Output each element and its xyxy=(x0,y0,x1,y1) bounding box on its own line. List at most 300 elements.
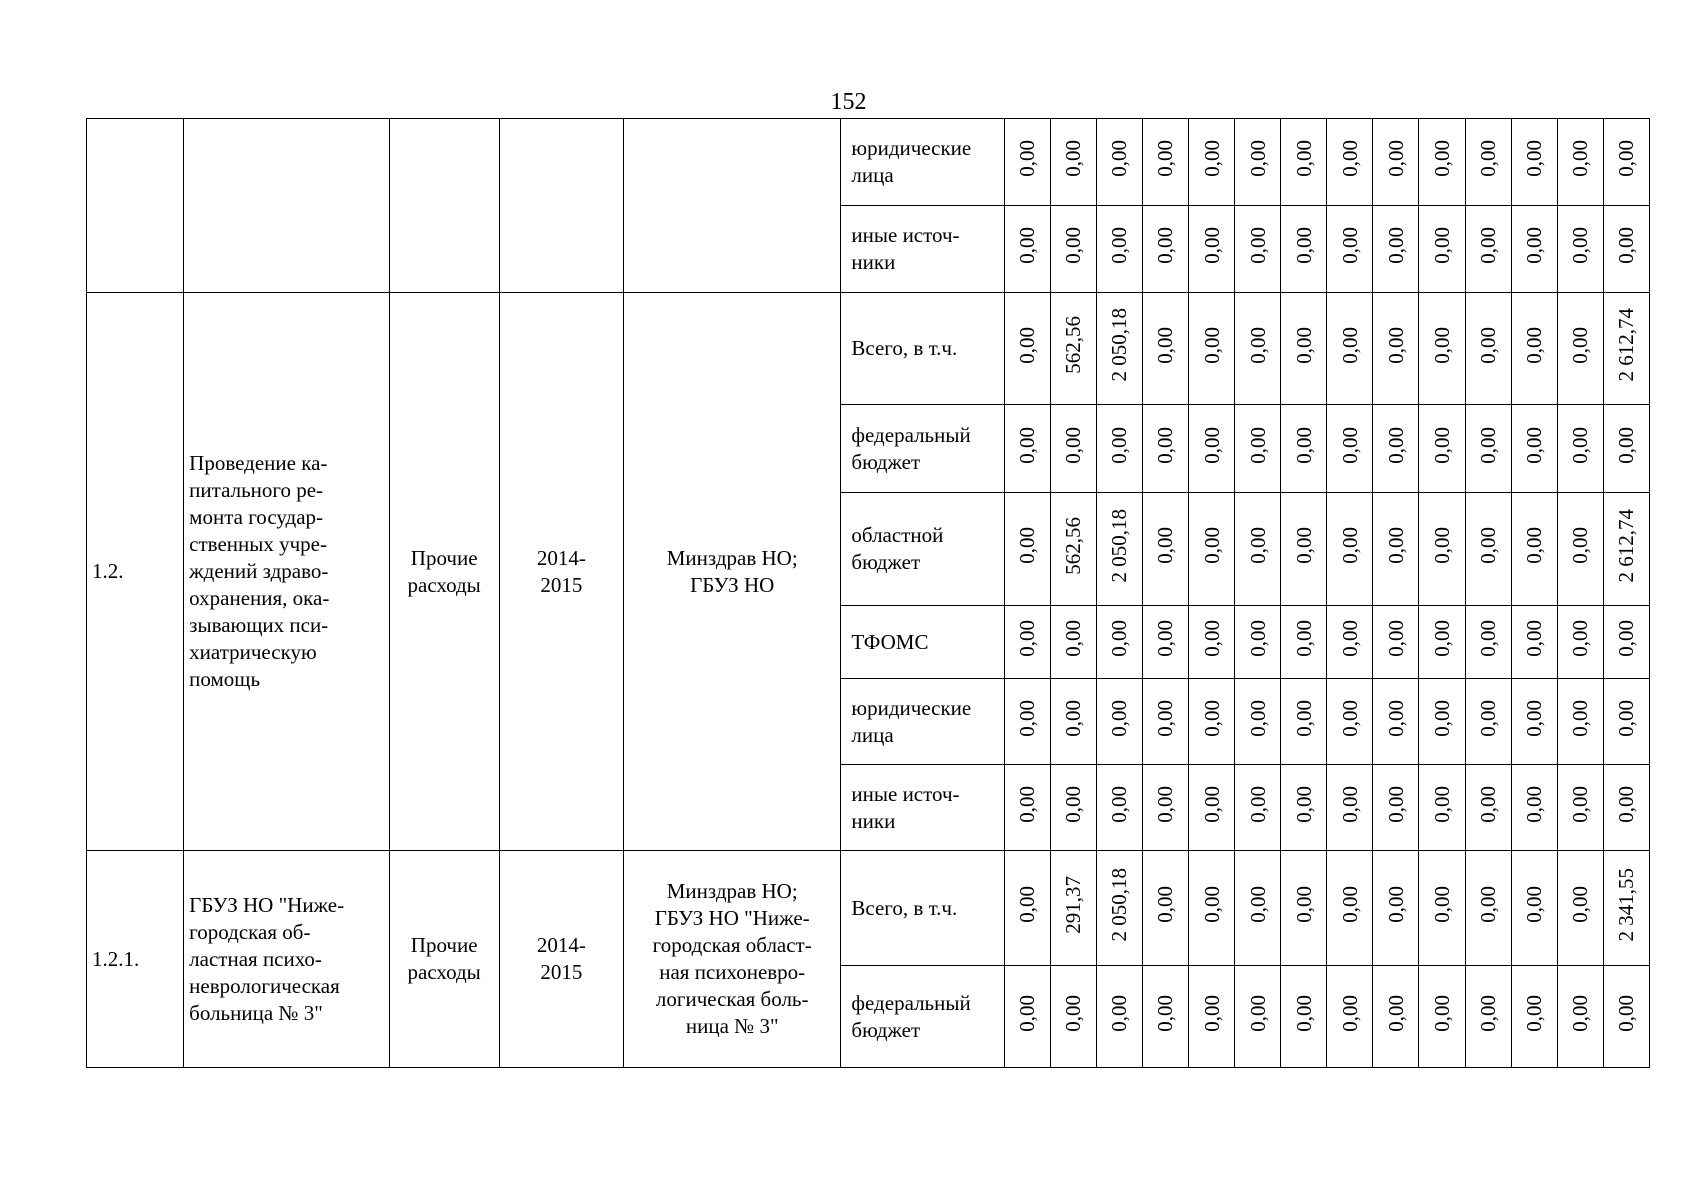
value-text: 0,00 xyxy=(1429,326,1454,364)
value-text: 0,00 xyxy=(1429,886,1454,923)
value-text: 0,00 xyxy=(1383,426,1408,464)
cell-value xyxy=(1189,293,1235,405)
value-text: 0,00 xyxy=(1245,994,1270,1032)
cell-value xyxy=(1603,119,1649,206)
cell-executor xyxy=(624,119,841,293)
value-text: 0,00 xyxy=(1245,426,1270,464)
value-text: 0,00 xyxy=(1476,140,1501,177)
value-text: 0,00 xyxy=(1337,426,1362,464)
value-text: 0,00 xyxy=(1199,227,1224,264)
cell-value xyxy=(1603,293,1649,405)
value-text: 0,00 xyxy=(1337,785,1362,823)
cell-value xyxy=(1465,679,1511,765)
cell-source: иные источ- ники xyxy=(841,765,1004,851)
value-text: 0,00 xyxy=(1383,227,1408,264)
value-text: 0,00 xyxy=(1153,326,1178,364)
cell-value xyxy=(1050,119,1096,206)
cell-value xyxy=(1050,765,1096,851)
value-text: 2 050,18 xyxy=(1107,867,1132,942)
cell-value xyxy=(1603,493,1649,606)
value-text: 0,00 xyxy=(1568,227,1593,264)
value-text: 562,56 xyxy=(1061,516,1086,575)
cell-value xyxy=(1327,405,1373,493)
value-text: 0,00 xyxy=(1291,426,1316,464)
cell-value xyxy=(1419,966,1465,1068)
value-text: 0,00 xyxy=(1291,785,1316,823)
value-text: 0,00 xyxy=(1107,426,1132,464)
value-text: 0,00 xyxy=(1199,994,1224,1032)
value-text: 0,00 xyxy=(1476,699,1501,737)
value-text: 0,00 xyxy=(1291,994,1316,1032)
value-text: 0,00 xyxy=(1429,426,1454,464)
cell-value xyxy=(1419,851,1465,966)
cell-value xyxy=(1096,851,1142,966)
cell-source: Всего, в т.ч. xyxy=(841,293,1004,405)
cell-value xyxy=(1373,405,1419,493)
value-text: 0,00 xyxy=(1061,699,1086,737)
value-text: 0,00 xyxy=(1476,994,1501,1032)
value-text: 0,00 xyxy=(1476,620,1501,657)
value-text: 0,00 xyxy=(1061,140,1086,177)
cell-value xyxy=(1004,679,1050,765)
value-text: 0,00 xyxy=(1291,140,1316,177)
value-text: 2 050,18 xyxy=(1107,308,1132,382)
value-text: 0,00 xyxy=(1015,886,1040,923)
cell-value xyxy=(1511,765,1557,851)
value-text: 0,00 xyxy=(1107,699,1132,737)
cell-value xyxy=(1096,606,1142,679)
value-text: 0,00 xyxy=(1337,699,1362,737)
cell-value xyxy=(1096,765,1142,851)
cell-value xyxy=(1419,493,1465,606)
value-text: 0,00 xyxy=(1383,886,1408,923)
value-text: 0,00 xyxy=(1337,140,1362,177)
cell-value xyxy=(1511,206,1557,293)
value-text: 0,00 xyxy=(1614,785,1639,823)
cell-name xyxy=(184,119,389,293)
value-text: 0,00 xyxy=(1153,886,1178,923)
cell-value xyxy=(1050,966,1096,1068)
cell-number xyxy=(87,119,184,293)
cell-period xyxy=(499,119,623,293)
value-text: 0,00 xyxy=(1614,699,1639,737)
budget-table xyxy=(86,118,1650,1068)
cell-value xyxy=(1004,119,1050,206)
cell-value xyxy=(1235,493,1281,606)
value-text: 0,00 xyxy=(1337,994,1362,1032)
value-text: 0,00 xyxy=(1522,140,1547,177)
cell-value xyxy=(1557,119,1603,206)
value-text: 291,37 xyxy=(1061,875,1086,934)
cell-value xyxy=(1096,679,1142,765)
value-text: 0,00 xyxy=(1337,227,1362,264)
value-text: 0,00 xyxy=(1383,620,1408,657)
cell-value xyxy=(1050,679,1096,765)
value-text: 0,00 xyxy=(1522,785,1547,823)
value-text: 0,00 xyxy=(1061,785,1086,823)
cell-value xyxy=(1281,851,1327,966)
value-text: 0,00 xyxy=(1568,785,1593,823)
cell-value xyxy=(1281,405,1327,493)
value-text: 0,00 xyxy=(1476,785,1501,823)
cell-value xyxy=(1189,606,1235,679)
value-text: 0,00 xyxy=(1291,527,1316,564)
cell-value xyxy=(1511,493,1557,606)
value-text: 0,00 xyxy=(1199,326,1224,364)
page-number: 152 xyxy=(830,89,867,115)
cell-value xyxy=(1004,966,1050,1068)
cell-value xyxy=(1557,966,1603,1068)
cell-period: 2014- 2015 xyxy=(499,851,623,1068)
cell-value xyxy=(1189,493,1235,606)
value-text: 0,00 xyxy=(1383,140,1408,177)
cell-value xyxy=(1004,493,1050,606)
cell-value xyxy=(1235,765,1281,851)
cell-value xyxy=(1142,606,1188,679)
cell-value xyxy=(1142,293,1188,405)
cell-value xyxy=(1511,119,1557,206)
cell-period: 2014- 2015 xyxy=(499,293,623,851)
value-text: 0,00 xyxy=(1153,785,1178,823)
value-text: 0,00 xyxy=(1429,527,1454,564)
cell-value xyxy=(1511,966,1557,1068)
value-text: 0,00 xyxy=(1476,527,1501,564)
value-text: 0,00 xyxy=(1015,426,1040,464)
cell-value xyxy=(1235,606,1281,679)
cell-value xyxy=(1603,851,1649,966)
cell-value xyxy=(1004,206,1050,293)
value-text: 0,00 xyxy=(1107,994,1132,1032)
cell-value xyxy=(1373,293,1419,405)
value-text: 0,00 xyxy=(1383,699,1408,737)
value-text: 0,00 xyxy=(1568,527,1593,564)
value-text: 0,00 xyxy=(1522,699,1547,737)
cell-source: федеральный бюджет xyxy=(841,966,1004,1068)
value-text: 0,00 xyxy=(1199,785,1224,823)
value-text: 0,00 xyxy=(1291,699,1316,737)
cell-value xyxy=(1189,851,1235,966)
cell-value xyxy=(1142,679,1188,765)
cell-value xyxy=(1465,765,1511,851)
value-text: 0,00 xyxy=(1383,326,1408,364)
cell-value xyxy=(1004,405,1050,493)
table-row xyxy=(87,851,1650,966)
cell-value xyxy=(1281,293,1327,405)
value-text: 2 050,18 xyxy=(1107,508,1132,583)
cell-source: федеральный бюджет xyxy=(841,405,1004,493)
cell-value xyxy=(1557,493,1603,606)
value-text: 0,00 xyxy=(1015,785,1040,823)
value-text: 0,00 xyxy=(1522,994,1547,1032)
cell-value xyxy=(1189,966,1235,1068)
cell-value xyxy=(1373,966,1419,1068)
value-text: 0,00 xyxy=(1522,227,1547,264)
cell-value xyxy=(1511,851,1557,966)
cell-value xyxy=(1465,206,1511,293)
value-text: 0,00 xyxy=(1429,785,1454,823)
value-text: 0,00 xyxy=(1429,699,1454,737)
cell-value xyxy=(1511,293,1557,405)
cell-value xyxy=(1419,119,1465,206)
cell-value xyxy=(1142,206,1188,293)
cell-value xyxy=(1327,206,1373,293)
value-text: 2 612,74 xyxy=(1614,508,1639,583)
cell-value xyxy=(1465,119,1511,206)
value-text: 0,00 xyxy=(1291,326,1316,364)
cell-value xyxy=(1419,293,1465,405)
value-text: 0,00 xyxy=(1476,886,1501,923)
value-text: 0,00 xyxy=(1107,227,1132,264)
cell-value xyxy=(1142,493,1188,606)
cell-value xyxy=(1419,206,1465,293)
cell-executor: Минздрав НО; ГБУЗ НО xyxy=(624,293,841,851)
value-text: 0,00 xyxy=(1107,620,1132,657)
value-text: 0,00 xyxy=(1015,227,1040,264)
cell-value xyxy=(1419,679,1465,765)
cell-value xyxy=(1142,966,1188,1068)
value-text: 0,00 xyxy=(1337,886,1362,923)
cell-value xyxy=(1235,119,1281,206)
cell-value xyxy=(1327,293,1373,405)
cell-value xyxy=(1281,206,1327,293)
cell-source: ТФОМС xyxy=(841,606,1004,679)
cell-value xyxy=(1419,606,1465,679)
cell-value xyxy=(1235,293,1281,405)
cell-value xyxy=(1465,606,1511,679)
cell-value xyxy=(1465,405,1511,493)
value-text: 0,00 xyxy=(1614,426,1639,464)
cell-value xyxy=(1050,206,1096,293)
value-text: 0,00 xyxy=(1522,426,1547,464)
value-text: 0,00 xyxy=(1061,620,1086,657)
cell-number: 1.2. xyxy=(87,293,184,851)
value-text: 0,00 xyxy=(1291,620,1316,657)
value-text: 0,00 xyxy=(1476,426,1501,464)
cell-value xyxy=(1142,119,1188,206)
cell-value xyxy=(1281,493,1327,606)
cell-type: Прочие расходы xyxy=(389,293,499,851)
cell-value xyxy=(1004,606,1050,679)
value-text: 0,00 xyxy=(1245,326,1270,364)
value-text: 0,00 xyxy=(1245,699,1270,737)
cell-value xyxy=(1050,405,1096,493)
cell-value xyxy=(1281,765,1327,851)
cell-value xyxy=(1004,293,1050,405)
value-text: 0,00 xyxy=(1153,620,1178,657)
cell-value xyxy=(1373,493,1419,606)
cell-value xyxy=(1096,493,1142,606)
cell-value xyxy=(1189,405,1235,493)
value-text: 0,00 xyxy=(1568,699,1593,737)
cell-value xyxy=(1050,851,1096,966)
cell-executor: Минздрав НО; ГБУЗ НО "Ниже- городская област- ная психоневро- логическая боль- ница № 3" xyxy=(624,851,841,1068)
cell-value xyxy=(1189,679,1235,765)
value-text: 0,00 xyxy=(1291,886,1316,923)
value-text: 0,00 xyxy=(1429,620,1454,657)
value-text: 0,00 xyxy=(1199,886,1224,923)
value-text: 0,00 xyxy=(1429,140,1454,177)
cell-name: Проведение ка- питального ре- монта государ- ственных учре- ждений здраво- охранения, ока- зывающих пси- хиатрическую помощь xyxy=(184,293,389,851)
value-text: 0,00 xyxy=(1061,426,1086,464)
value-text: 0,00 xyxy=(1522,886,1547,923)
cell-value xyxy=(1557,206,1603,293)
cell-type xyxy=(389,119,499,293)
value-text: 0,00 xyxy=(1614,994,1639,1032)
value-text: 0,00 xyxy=(1245,785,1270,823)
cell-value xyxy=(1327,966,1373,1068)
cell-value xyxy=(1189,765,1235,851)
cell-value xyxy=(1142,765,1188,851)
cell-number: 1.2.1. xyxy=(87,851,184,1068)
cell-value xyxy=(1465,851,1511,966)
value-text: 0,00 xyxy=(1568,326,1593,364)
value-text: 0,00 xyxy=(1429,227,1454,264)
cell-value xyxy=(1281,679,1327,765)
cell-value xyxy=(1603,679,1649,765)
cell-value xyxy=(1603,206,1649,293)
cell-value xyxy=(1557,293,1603,405)
value-text: 0,00 xyxy=(1245,886,1270,923)
cell-value xyxy=(1235,851,1281,966)
cell-value xyxy=(1281,966,1327,1068)
cell-value xyxy=(1004,851,1050,966)
cell-value xyxy=(1419,405,1465,493)
cell-value xyxy=(1004,765,1050,851)
value-text: 0,00 xyxy=(1476,326,1501,364)
cell-value xyxy=(1419,765,1465,851)
cell-value xyxy=(1050,606,1096,679)
cell-value xyxy=(1189,119,1235,206)
value-text: 0,00 xyxy=(1245,227,1270,264)
value-text: 0,00 xyxy=(1476,227,1501,264)
value-text: 0,00 xyxy=(1107,785,1132,823)
cell-value xyxy=(1189,206,1235,293)
cell-value xyxy=(1142,405,1188,493)
value-text: 0,00 xyxy=(1107,140,1132,177)
table-row xyxy=(87,293,1650,405)
value-text: 2 341,55 xyxy=(1614,867,1639,942)
value-text: 0,00 xyxy=(1337,326,1362,364)
cell-value xyxy=(1235,966,1281,1068)
value-text: 0,00 xyxy=(1383,994,1408,1032)
value-text: 0,00 xyxy=(1153,994,1178,1032)
table-row xyxy=(87,119,1650,206)
cell-value xyxy=(1096,119,1142,206)
cell-value xyxy=(1465,966,1511,1068)
value-text: 0,00 xyxy=(1383,785,1408,823)
cell-value xyxy=(1557,851,1603,966)
value-text: 0,00 xyxy=(1199,426,1224,464)
cell-value xyxy=(1465,293,1511,405)
value-text: 0,00 xyxy=(1568,994,1593,1032)
value-text: 0,00 xyxy=(1568,426,1593,464)
value-text: 0,00 xyxy=(1245,620,1270,657)
value-text: 0,00 xyxy=(1245,527,1270,564)
value-text: 0,00 xyxy=(1199,140,1224,177)
cell-value xyxy=(1050,493,1096,606)
cell-value xyxy=(1373,606,1419,679)
value-text: 0,00 xyxy=(1337,527,1362,564)
value-text: 0,00 xyxy=(1429,994,1454,1032)
cell-value xyxy=(1327,851,1373,966)
value-text: 0,00 xyxy=(1522,527,1547,564)
value-text: 0,00 xyxy=(1522,620,1547,657)
cell-source: иные источ- ники xyxy=(841,206,1004,293)
cell-value xyxy=(1142,851,1188,966)
cell-value xyxy=(1235,206,1281,293)
value-text: 0,00 xyxy=(1614,620,1639,657)
value-text: 0,00 xyxy=(1153,227,1178,264)
cell-source: Всего, в т.ч. xyxy=(841,851,1004,966)
cell-value xyxy=(1603,405,1649,493)
value-text: 0,00 xyxy=(1568,620,1593,657)
value-text: 0,00 xyxy=(1061,994,1086,1032)
value-text: 0,00 xyxy=(1337,620,1362,657)
cell-value xyxy=(1235,405,1281,493)
value-text: 0,00 xyxy=(1568,140,1593,177)
value-text: 0,00 xyxy=(1015,527,1040,564)
cell-type: Прочие расходы xyxy=(389,851,499,1068)
cell-value xyxy=(1373,119,1419,206)
cell-value xyxy=(1096,206,1142,293)
cell-value xyxy=(1557,606,1603,679)
cell-value xyxy=(1373,679,1419,765)
value-text: 2 612,74 xyxy=(1614,308,1639,382)
cell-value xyxy=(1050,293,1096,405)
value-text: 0,00 xyxy=(1383,527,1408,564)
cell-source: юридические лица xyxy=(841,119,1004,206)
cell-value xyxy=(1511,606,1557,679)
cell-value xyxy=(1557,679,1603,765)
value-text: 0,00 xyxy=(1015,140,1040,177)
cell-value xyxy=(1327,493,1373,606)
cell-value xyxy=(1096,293,1142,405)
cell-value xyxy=(1327,679,1373,765)
value-text: 0,00 xyxy=(1153,140,1178,177)
cell-value xyxy=(1235,679,1281,765)
cell-value xyxy=(1327,765,1373,851)
cell-source: юридические лица xyxy=(841,679,1004,765)
cell-name: ГБУЗ НО "Ниже- городская об- ластная психо- неврологическая больница № 3" xyxy=(184,851,389,1068)
value-text: 0,00 xyxy=(1015,620,1040,657)
cell-value xyxy=(1096,405,1142,493)
value-text: 0,00 xyxy=(1522,326,1547,364)
value-text: 0,00 xyxy=(1245,140,1270,177)
value-text: 0,00 xyxy=(1199,527,1224,564)
cell-value xyxy=(1511,405,1557,493)
value-text: 0,00 xyxy=(1614,140,1639,177)
value-text: 0,00 xyxy=(1199,699,1224,737)
cell-value xyxy=(1327,119,1373,206)
cell-value xyxy=(1557,765,1603,851)
value-text: 0,00 xyxy=(1153,527,1178,564)
cell-value xyxy=(1373,206,1419,293)
cell-value xyxy=(1603,765,1649,851)
value-text: 0,00 xyxy=(1015,994,1040,1032)
cell-value xyxy=(1373,765,1419,851)
value-text: 0,00 xyxy=(1291,227,1316,264)
cell-value xyxy=(1327,606,1373,679)
value-text: 0,00 xyxy=(1015,699,1040,737)
value-text: 0,00 xyxy=(1015,326,1040,364)
cell-source: областной бюджет xyxy=(841,493,1004,606)
value-text: 0,00 xyxy=(1153,426,1178,464)
value-text: 0,00 xyxy=(1614,227,1639,264)
value-text: 0,00 xyxy=(1568,886,1593,923)
value-text: 0,00 xyxy=(1199,620,1224,657)
value-text: 0,00 xyxy=(1061,227,1086,264)
cell-value xyxy=(1511,679,1557,765)
